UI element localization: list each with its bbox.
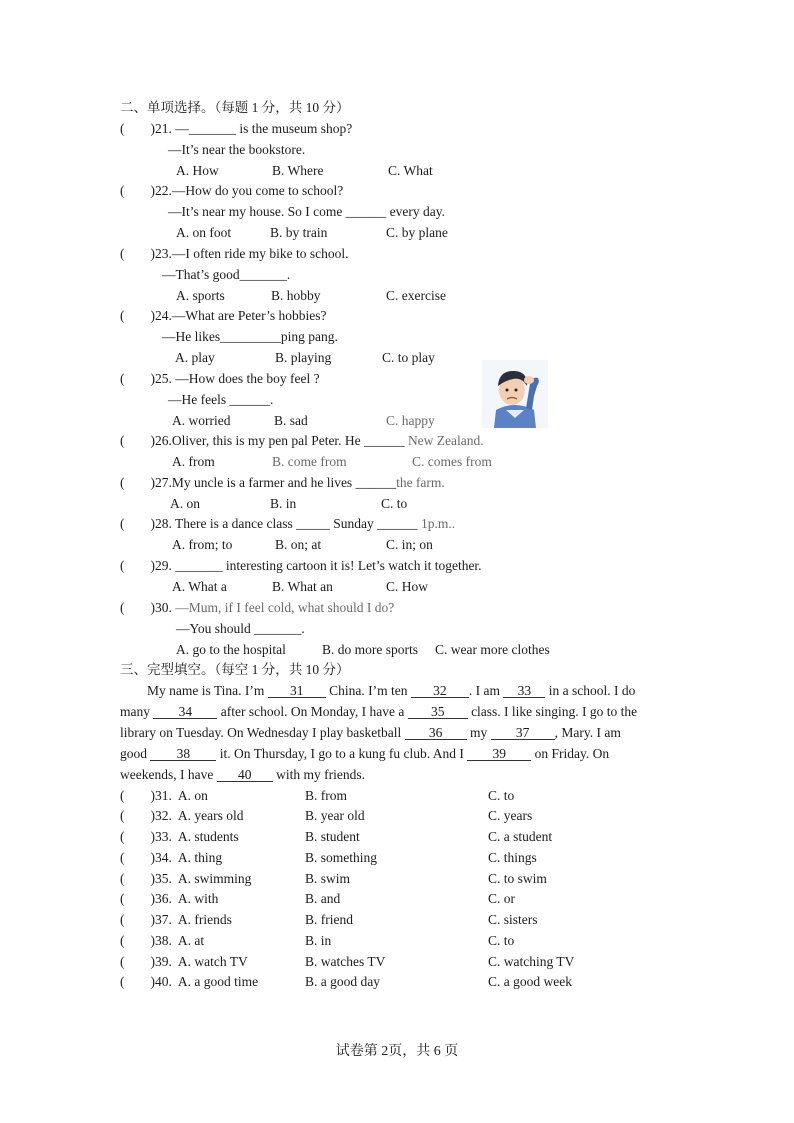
question-number: )23. [150,246,172,261]
option-row [120,807,243,824]
answer-paren: ( [120,308,125,323]
section3-heading: 三、完型填空。（每空 1 分，共 10 分） [120,662,350,677]
answer-paren: ( [120,183,125,198]
blank-34: 34 [153,705,217,719]
question-text: —What are Peter’s hobbies? [171,308,327,323]
option-a: A. What a [172,579,227,594]
answer-line: —It’s near the bookstore. [168,142,306,157]
passage-line [120,766,365,783]
option-row [120,828,239,845]
option-b: B. student [305,829,360,844]
section2-heading: 二、单项选择。（每题 1 分，共 10 分） [120,100,350,115]
question-text: My uncle is a farmer and he lives [171,475,353,490]
question-28 [120,515,455,532]
question-number: )31. [150,788,172,803]
option-c: C. happy [386,413,435,428]
question-number: )32. [150,808,172,823]
question-text: There is a dance class [175,516,293,531]
option-a: A. play [175,350,215,365]
question-30 [120,599,394,616]
answer-text: —He feels [168,392,227,407]
option-a: A. students [177,829,239,844]
option-c: C. things [488,850,537,865]
blank-38: 38 [150,747,216,761]
option-c: C. watching TV [488,954,575,969]
passage-text: many [120,704,150,719]
question-27 [120,474,445,491]
answer-line [168,203,445,220]
option-row [120,953,248,970]
option-a: A. watch TV [177,954,248,969]
question-text: —How do you come to school? [171,183,344,198]
question-text: the farm. [396,475,445,490]
option-c: C. years [488,808,533,823]
option-c: C. to [381,496,408,511]
answer-blank: _______ [188,121,236,136]
answer-text: ping pang. [280,329,338,344]
passage-text: weekends, I have [120,767,214,782]
question-number: )29. [150,558,172,573]
option-a: A. from; to [172,537,233,552]
passage-text: , Mary. I am [554,725,621,740]
passage-text: . I am [468,683,500,698]
question-text: —Mum, if I feel cold, what should I do? [175,600,395,615]
question-text: —I often ride my bike to school. [171,246,349,261]
question-26 [120,432,484,449]
option-a: A. sports [176,288,225,303]
option-c: C. in; on [386,537,433,552]
answer-text: —He likes [162,329,221,344]
question-25 [120,370,320,387]
answer-text: —You should [176,621,251,636]
blank-40: 40 [217,768,273,782]
passage-text: My name is Tina. I’m [147,683,265,698]
passage-line [120,703,637,720]
question-29 [120,557,482,574]
answer-line [162,328,338,345]
question-23 [120,245,348,262]
option-b: B. come from [272,454,347,469]
option-a: A. thing [177,850,223,865]
passage-text: class. I like singing. I go to the [471,704,638,719]
question-number: )21. [150,121,172,136]
answer-paren: ( [120,433,125,448]
option-c: C. to play [382,350,435,365]
option-a: A. a good time [177,974,259,989]
question-number: )28. [150,516,172,531]
option-b: B. year old [305,808,365,823]
passage-text: in a school. I do [548,683,636,698]
option-row [120,973,258,990]
option-b: B. swim [305,871,351,886]
worried-boy-illustration [482,360,548,428]
answer-paren: ( [120,850,125,865]
option-b: B. What an [272,579,333,594]
option-b: B. sad [274,413,308,428]
answer-blank: ______ [345,204,387,219]
option-c: C. wear more clothes [435,642,550,657]
blank-31: 31 [268,684,326,698]
passage-text: on Friday. On [534,746,610,761]
answer-paren: ( [120,121,125,136]
question-number: )35. [150,871,172,886]
option-b: B. in [270,496,297,511]
answer-line [176,620,305,637]
answer-paren: ( [120,246,125,261]
question-text: interesting cartoon it is! Let’s watch it together. [225,558,482,573]
option-a: A. How [176,163,219,178]
answer-paren: ( [120,600,125,615]
option-row [120,870,251,887]
answer-paren: ( [120,871,125,886]
option-a: A. on foot [176,225,232,240]
answer-text: . [301,621,305,636]
option-row [120,932,204,949]
answer-line [162,266,290,283]
question-24 [120,307,326,324]
answer-paren: ( [120,912,125,927]
answer-text: . [269,392,274,407]
option-b: B. from [305,788,347,803]
question-text: New Zealand. [407,433,484,448]
option-b: B. on; at [275,537,322,552]
question-text: Sunday [333,516,374,531]
blank-39: 39 [467,747,531,761]
option-a: A. swimming [177,871,252,886]
answer-paren: ( [120,933,125,948]
option-b: B. hobby [271,288,321,303]
question-number: )26. [150,433,172,448]
passage-text: good [120,746,147,761]
answer-text: —It’s near my house. So I come [168,204,343,219]
option-b: B. Where [272,163,324,178]
question-text: is the museum shop? [239,121,353,136]
option-a: A. from [172,454,215,469]
answer-paren: ( [120,371,125,386]
option-c: C. by plane [386,225,448,240]
option-c: C. sisters [488,912,538,927]
answer-blank: _________ [220,329,281,344]
question-number: )22. [150,183,172,198]
answer-blank: ______ [355,475,397,490]
option-a: A. go to the hospital [176,642,286,657]
passage-line [147,682,635,699]
question-text: Oliver, this is my pen pal Peter. He [171,433,361,448]
option-a: A. on [177,788,208,803]
answer-blank: ______ [364,433,405,448]
answer-blank: _______ [254,621,302,636]
question-22 [120,182,343,199]
option-c: C. to [488,788,515,803]
option-a: A. worried [172,413,231,428]
blank-35: 35 [408,705,468,719]
option-c: C. to [488,933,515,948]
answer-text: . [286,267,291,282]
question-number: )27. [150,475,172,490]
passage-text: it. On Thursday, I go to a kung fu club. And I [219,746,464,761]
answer-blank: _______ [239,267,287,282]
blank-32: 32 [411,684,469,698]
option-b: B. do more sports [322,642,418,657]
passage-text: my [470,725,488,740]
option-b: B. something [305,850,378,865]
option-c: C. What [388,163,433,178]
option-c: C. exercise [386,288,446,303]
question-text: — [175,121,189,136]
question-number: )24. [150,308,172,323]
question-number: )34. [150,850,172,865]
option-c: C. How [386,579,429,594]
option-row [120,911,232,928]
option-c: C. to swim [488,871,547,886]
blank-33: 33 [503,684,545,698]
answer-paren: ( [120,891,125,906]
option-row [120,890,218,907]
answer-line [168,391,273,408]
option-b: B. in [305,933,332,948]
option-a: A. with [177,891,219,906]
option-b: B. a good day [305,974,380,989]
page-footer: 试卷第 2页，共 6 页 [335,1044,459,1059]
answer-blank: ______ [229,392,270,407]
question-number: )39. [150,954,172,969]
option-row [120,787,208,804]
option-c: C. a good week [488,974,572,989]
question-text: 1p.m.. [420,516,456,531]
option-a: A. at [177,933,205,948]
answer-paren: ( [120,954,125,969]
passage-line [120,745,609,762]
passage-text: library on Tuesday. On Wednesday I play basketball [120,725,402,740]
answer-paren: ( [120,974,125,989]
question-number: )30. [150,600,172,615]
question-number: )40. [150,974,172,989]
option-b: B. and [305,891,341,906]
question-text: —How does the boy feel ? [175,371,320,386]
passage-line [120,724,621,741]
option-c: C. a student [488,829,553,844]
answer-blank: ______ [377,516,418,531]
option-b: B. friend [305,912,353,927]
answer-paren: ( [120,516,125,531]
option-row [120,849,222,866]
answer-blank: _______ [175,558,223,573]
passage-text: with my friends. [276,767,365,782]
answer-paren: ( [120,829,125,844]
option-c: C. or [488,891,515,906]
question-number: )37. [150,912,172,927]
option-b: B. watches TV [305,954,386,969]
blank-37: 37 [491,726,555,740]
blank-36: 36 [405,726,467,740]
passage-text: China. I’m ten [329,683,408,698]
option-a: A. on [170,496,200,511]
option-a: A. years old [177,808,244,823]
answer-paren: ( [120,475,125,490]
option-b: B. by train [270,225,328,240]
question-number: )33. [150,829,172,844]
option-a: A. friends [177,912,232,927]
question-21 [120,120,352,137]
option-c: C. comes from [412,454,492,469]
question-number: )25. [150,371,172,386]
option-b: B. playing [275,350,332,365]
answer-paren: ( [120,558,125,573]
answer-paren: ( [120,808,125,823]
answer-blank: _____ [296,516,330,531]
answer-text: —That’s good [162,267,240,282]
passage-text: after school. On Monday, I have a [220,704,405,719]
question-number: )38. [150,933,172,948]
answer-text: every day. [389,204,445,219]
answer-paren: ( [120,788,125,803]
question-number: )36. [150,891,172,906]
